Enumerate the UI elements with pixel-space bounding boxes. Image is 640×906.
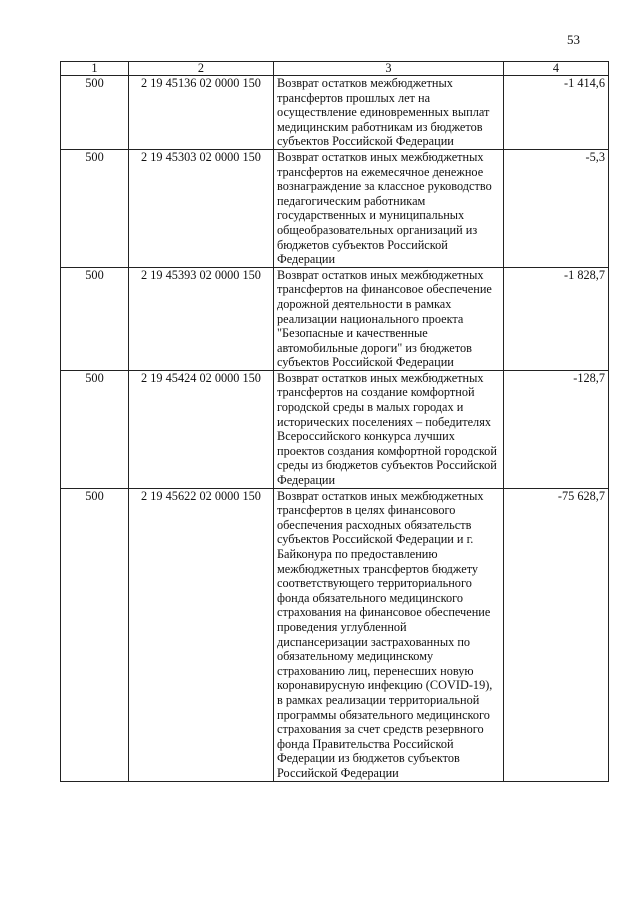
description-cell: Возврат остатков иных межбюджетных трансфертов на создание комфортной городской среды в малых городах и исторических поселениях – победителях Всероссийского конкурса лучших проектов создания комфортной городской среды из бюджетов субъектов Российской Федерации [274, 370, 504, 488]
description-cell: Возврат остатков иных межбюджетных трансфертов на финансовое обеспечение дорожной деятельности в рамках реализации национального проекта "Безопасные и качественные автомобильные дороги" из бюджетов субъектов Российской Федерации [274, 267, 504, 370]
budget-code-cell: 2 19 45303 02 0000 150 [129, 149, 274, 267]
budget-code-cell: 2 19 45622 02 0000 150 [129, 488, 274, 781]
amount-cell: -128,7 [504, 370, 609, 488]
description-cell: Возврат остатков иных межбюджетных трансфертов на ежемесячное денежное вознаграждение за классное руководство педагогическим работникам государственных и муниципальных общеобразовательных организаций из бюджетов субъектов Российской Федерации [274, 149, 504, 267]
table-body [61, 76, 609, 782]
description-cell: Возврат остатков иных межбюджетных трансфертов в целях финансового обеспечения расходных обязательств субъектов Российской Федерации и г. Байконура по предоставлению межбюджетных трансфертов бюджету соответствующего территориального фонда обязательного медицинского страхования на финансовое обеспечение проведения углубленной диспансеризации застрахованных по обязательному медицинскому страхованию лиц, перенесших новую коронавирусную инфекцию (COVID-19), в рамках реализации территориальной программы обязательного медицинского страхования за счет средств резервного фонда Правительства Российской Федерации из бюджетов субъектов Российской Федерации [274, 488, 504, 781]
header-col-4: 4 [504, 62, 609, 76]
budget-table [60, 61, 609, 782]
admin-code-cell: 500 [61, 149, 129, 267]
admin-code-cell: 500 [61, 76, 129, 150]
admin-code-cell: 500 [61, 370, 129, 488]
header-col-3: 3 [274, 62, 504, 76]
amount-cell: -75 628,7 [504, 488, 609, 781]
budget-code-cell: 2 19 45136 02 0000 150 [129, 76, 274, 150]
description-cell: Возврат остатков межбюджетных трансфертов прошлых лет на осуществление единовременных выплат медицинским работникам из бюджетов субъектов Российской Федерации [274, 76, 504, 150]
amount-cell: -1 414,6 [504, 76, 609, 150]
table-row [61, 488, 609, 781]
budget-code-cell: 2 19 45424 02 0000 150 [129, 370, 274, 488]
header-col-2: 2 [129, 62, 274, 76]
table-row [61, 370, 609, 488]
header-col-1: 1 [61, 62, 129, 76]
amount-cell: -5,3 [504, 149, 609, 267]
table-row [61, 267, 609, 370]
table-row [61, 149, 609, 267]
amount-cell: -1 828,7 [504, 267, 609, 370]
header-row [61, 62, 609, 76]
budget-code-cell: 2 19 45393 02 0000 150 [129, 267, 274, 370]
admin-code-cell: 500 [61, 488, 129, 781]
table-row [61, 76, 609, 150]
table-header [61, 62, 609, 76]
admin-code-cell: 500 [61, 267, 129, 370]
page-number: 53 [567, 32, 580, 47]
